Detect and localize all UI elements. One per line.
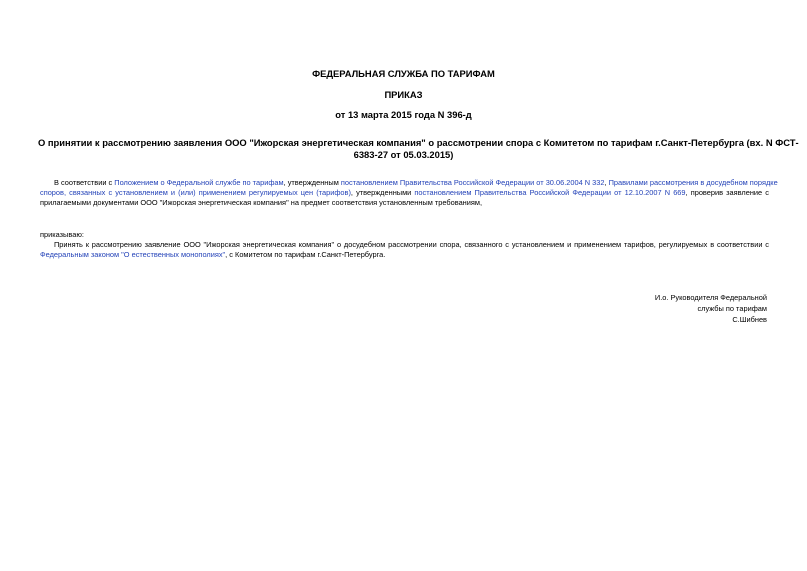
preamble-text: , утвержденными (350, 188, 415, 197)
document-title (38, 137, 799, 161)
title-line-2: 6383-27 от 05.03.2015) (353, 149, 454, 160)
order-line-1: Принять к рассмотрению заявление ООО "Ижорская энергетическая компания" о досудебном рассмотрении спора, связанного с установлением и применением тарифов, регулируемых в соответствии с (54, 240, 769, 249)
title-line-1: О принятии к рассмотрению заявления ООО "Ижорская энергетическая компания" о рассмотрении спора с Комитетом по тарифам г.Санкт-Петербурга (вх. N ФСТ- (38, 137, 799, 148)
document-type-heading: ПРИКАЗ (384, 89, 423, 100)
preamble-text: , проверив заявление с (685, 188, 769, 197)
order-text: , с Комитетом по тарифам г.Санкт-Петербурга. (225, 250, 386, 259)
order-line-2 (40, 250, 769, 260)
agency-heading: ФЕДЕРАЛЬНАЯ СЛУЖБА ПО ТАРИФАМ (312, 68, 495, 79)
preamble-text: , утвержденным (283, 178, 341, 187)
preamble-text: , (604, 178, 609, 187)
date-number-heading: от 13 марта 2015 года N 396-д (335, 109, 472, 120)
preamble-line-1 (40, 178, 778, 188)
signatory-position-line-2: службы по тарифам (697, 304, 767, 313)
order-paragraph (40, 240, 769, 260)
dispute-rules-link[interactable]: Правилами рассмотрения в досудебном порядке (608, 178, 778, 187)
decree-669-link[interactable]: постановлением Правительства Российской Федерации от 12.10.2007 N 669 (414, 188, 686, 197)
natural-monopolies-law-link[interactable]: Федеральным законом "О естественных монополиях" (40, 250, 226, 259)
regulation-fst-link[interactable]: Положением о Федеральной службе по тарифам (114, 178, 284, 187)
signature-block (527, 292, 767, 325)
preamble-text: В соответствии с (54, 178, 115, 187)
signatory-position-line-1: И.о. Руководителя Федеральной (654, 293, 767, 302)
preamble-line-2 (40, 188, 769, 198)
decree-332-link[interactable]: постановлением Правительства Российской Федерации от 30.06.2004 N 332 (340, 178, 605, 187)
preamble-line-3: прилагаемыми документами ООО "Ижорская энергетическая компания" на предмет соответствия установленным требованиям, (40, 198, 483, 207)
orders-label: приказываю: (40, 230, 84, 239)
preamble-paragraph (40, 178, 778, 208)
dispute-rules-link-continued[interactable]: споров, связанных с установлением и (или) применением регулируемых цен (тарифов) (40, 188, 351, 197)
signatory-name: С.Шибнев (732, 315, 767, 324)
